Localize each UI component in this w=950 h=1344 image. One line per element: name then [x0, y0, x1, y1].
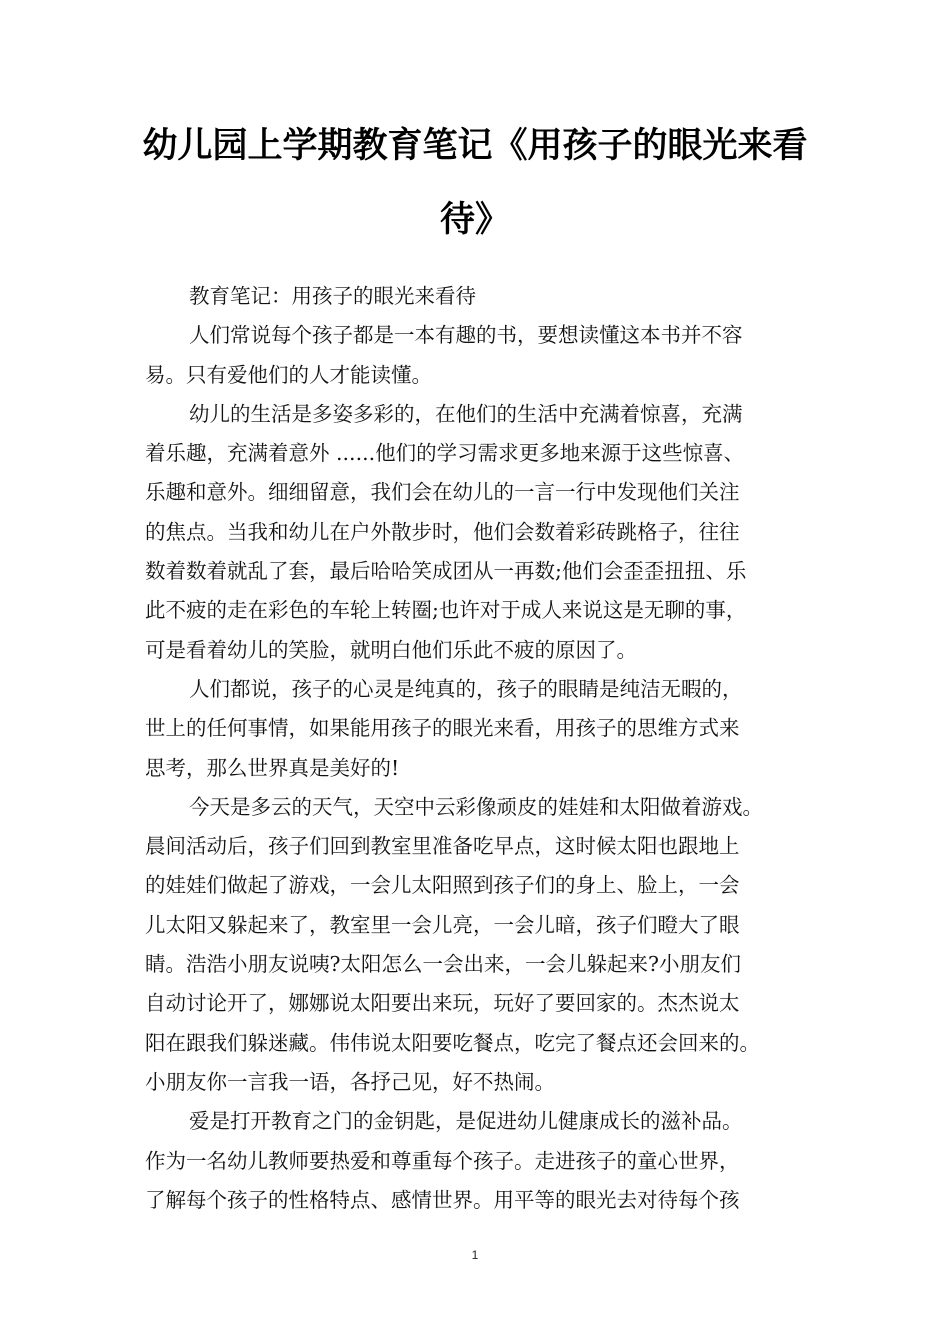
- page-number: 1: [471, 1248, 479, 1262]
- paragraph-line: 人们常说每个孩子都是一本有趣的书，要想读懂这本书并不容: [189, 323, 743, 348]
- document-title-line-2: 待》: [439, 200, 510, 240]
- paragraph-line: 儿太阳又躲起来了，教室里一会儿亮，一会儿暗，孩子们瞪大了眼: [145, 912, 740, 937]
- paragraph-line: 爱是打开教育之门的金钥匙，是促进幼儿健康成长的滋补品。: [189, 1109, 743, 1134]
- paragraph-line: 人们都说，孩子的心灵是纯真的，孩子的眼睛是纯洁无暇的，: [189, 676, 743, 701]
- paragraph-line: 乐趣和意外。细细留意，我们会在幼儿的一言一行中发现他们关注: [145, 480, 740, 505]
- paragraph-line: 作为一名幼儿教师要热爱和尊重每个孩子。走进孩子的童心世界，: [145, 1148, 740, 1173]
- paragraph-line: 思考，那么世界真是美好的!: [145, 755, 400, 780]
- paragraph-line: 此不疲的走在彩色的车轮上转圈;也许对于成人来说这是无聊的事，: [145, 598, 747, 623]
- paragraph-line: 阳在跟我们躲迷藏。伟伟说太阳要吃餐点，吃完了餐点还会回来的。: [145, 1030, 760, 1055]
- paragraph-line: 易。只有爱他们的人才能读懂。: [145, 362, 432, 387]
- paragraph-line: 世上的任何事情，如果能用孩子的眼光来看，用孩子的思维方式来: [145, 716, 740, 741]
- document-title-line-1: 幼儿园上学期教育笔记《用孩子的眼光来看: [142, 126, 808, 166]
- paragraph-subtitle: 教育笔记：用孩子的眼光来看待: [189, 284, 476, 308]
- document-body: [145, 277, 817, 1220]
- paragraph-line: 幼儿的生活是多姿多彩的，在他们的生活中充满着惊喜，充满: [189, 401, 743, 426]
- paragraph-line: 了解每个孩子的性格特点、感情世界。用平等的眼光去对待每个孩: [145, 1187, 740, 1212]
- paragraph-line: 数着数着就乱了套，最后哈哈笑成团从一再数;他们会歪歪扭扭、乐: [145, 559, 747, 584]
- paragraph-line: 自动讨论开了，娜娜说太阳要出来玩，玩好了要回家的。杰杰说太: [145, 991, 740, 1016]
- paragraph-line: 晨间活动后，孩子们回到教室里准备吃早点，这时候太阳也跟地上: [145, 834, 740, 859]
- paragraph-line: 睛。浩浩小朋友说咦?太阳怎么一会出来，一会儿躲起来?小朋友们: [145, 952, 741, 977]
- paragraph-line: 可是看着幼儿的笑脸，就明白他们乐此不疲的原因了。: [145, 637, 637, 662]
- paragraph-line: 的娃娃们做起了游戏，一会儿太阳照到孩子们的身上、脸上，一会: [145, 873, 740, 898]
- paragraph-line: 小朋友你一言我一语，各抒己见，好不热闹。: [145, 1069, 555, 1094]
- paragraph-line: 的焦点。当我和幼儿在户外散步时，他们会数着彩砖跳格子，往往: [145, 519, 740, 544]
- paragraph-line: 今天是多云的天气，天空中云彩像顽皮的娃娃和太阳做着游戏。: [189, 794, 763, 819]
- paragraph-line: 着乐趣，充满着意外 ......他们的学习需求更多地来源于这些惊喜、: [145, 441, 745, 466]
